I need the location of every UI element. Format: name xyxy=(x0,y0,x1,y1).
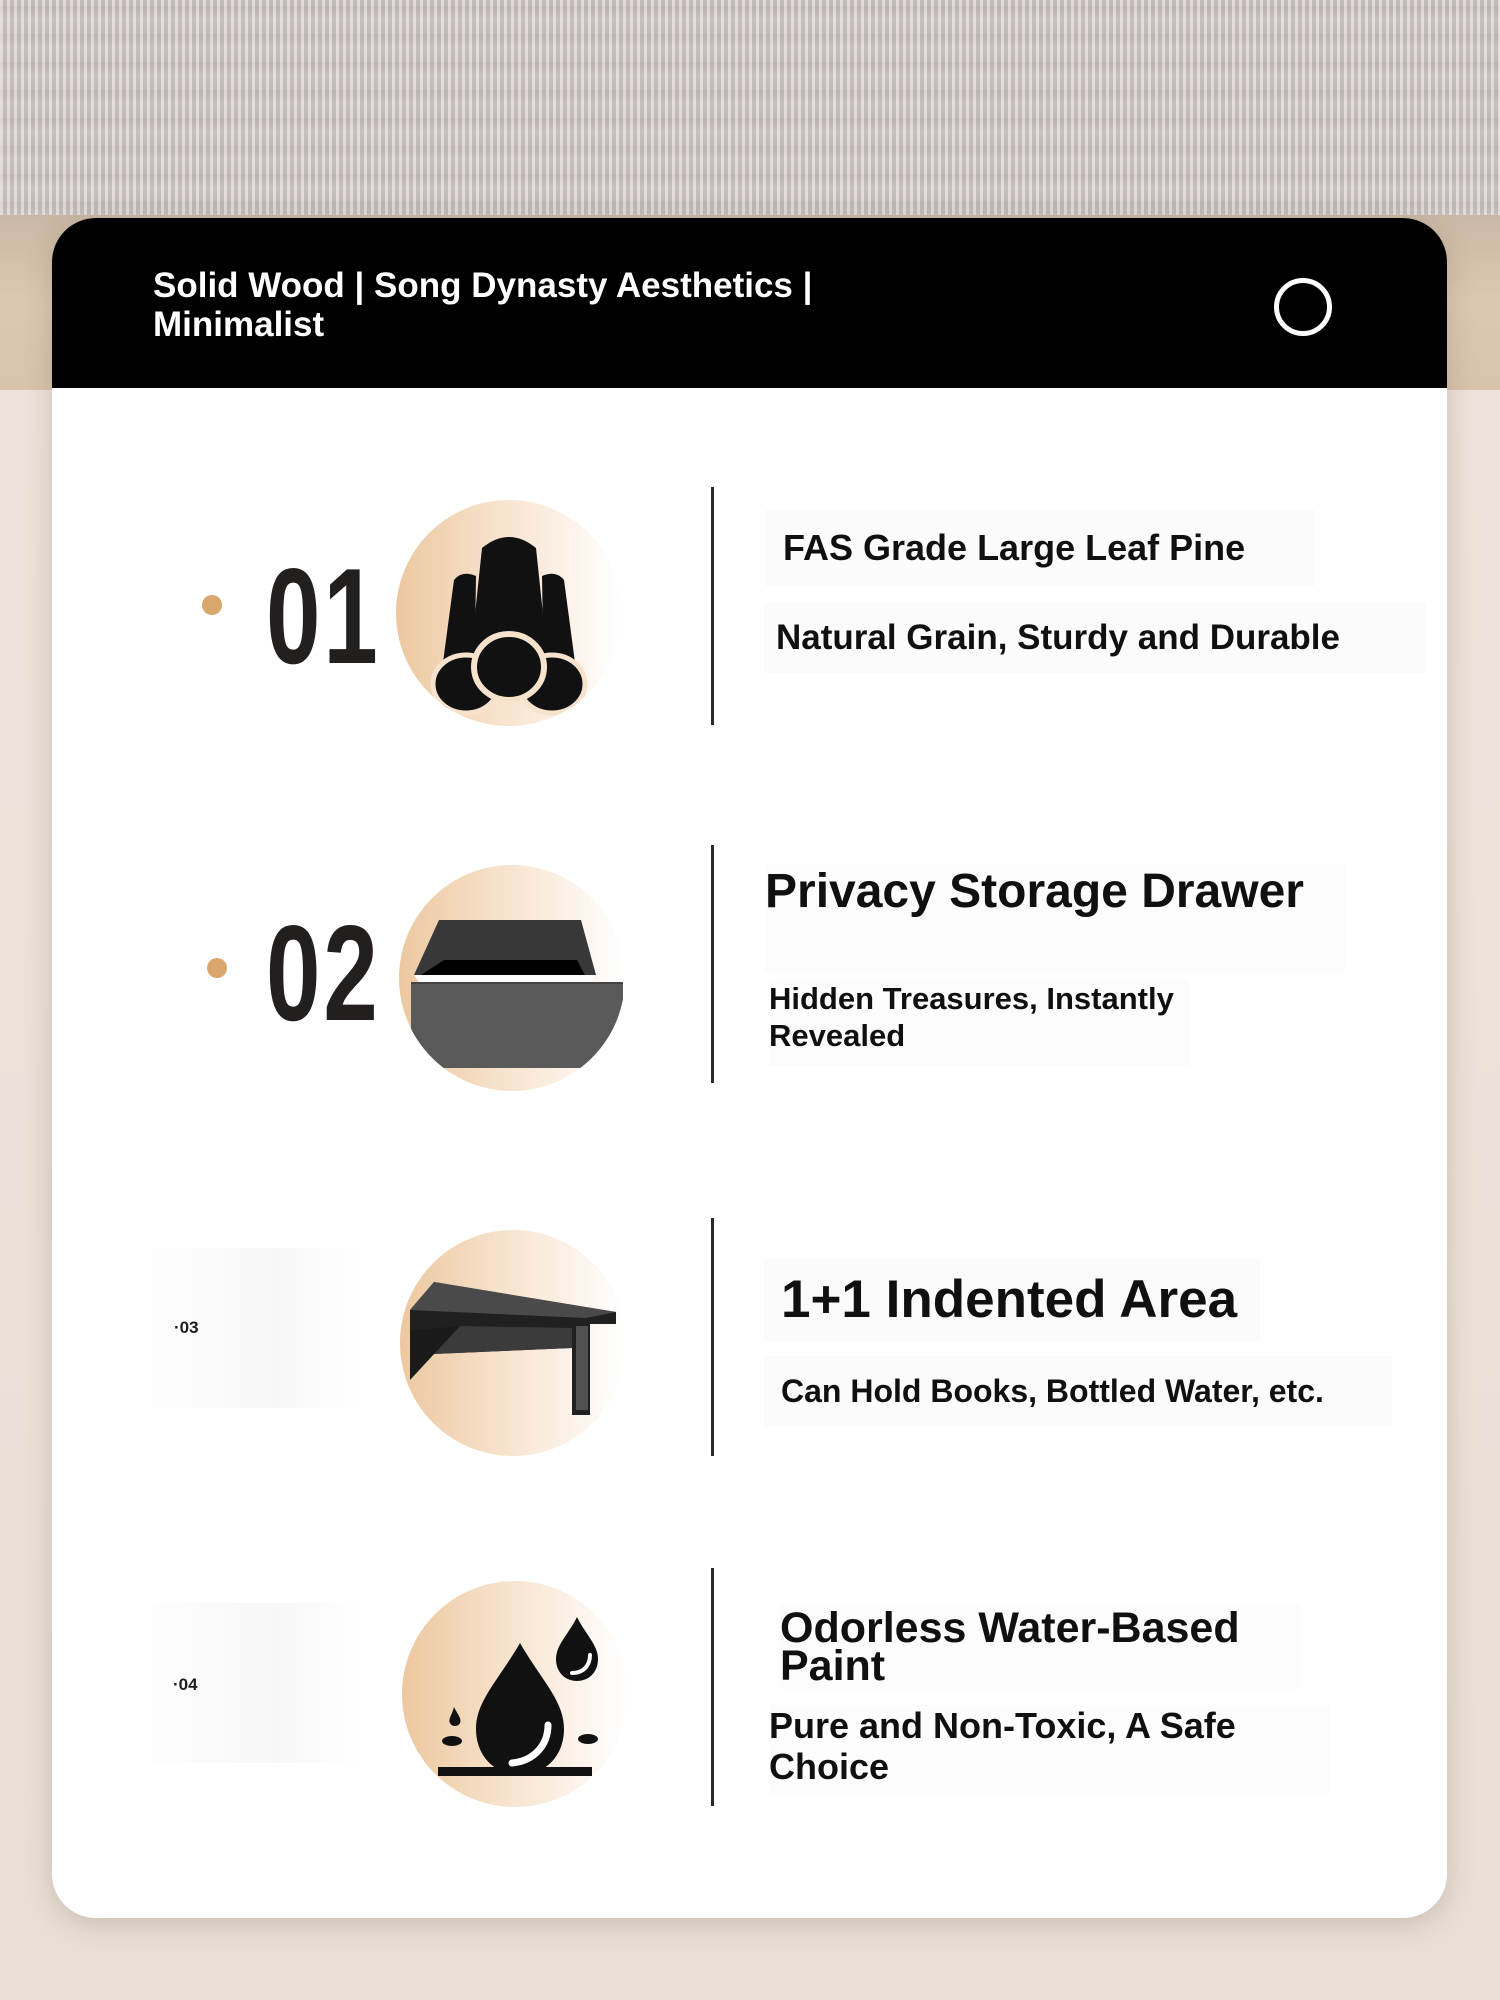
accent-dot-icon xyxy=(202,595,222,615)
circle-icon[interactable] xyxy=(1274,278,1332,336)
drawer-icon xyxy=(399,865,625,1091)
feature-icon-circle xyxy=(399,865,625,1091)
water-drop-icon xyxy=(402,1581,628,1807)
feature-number-block xyxy=(148,843,381,1083)
accent-dot-icon xyxy=(207,958,227,978)
shelf-icon xyxy=(400,1230,626,1456)
fabric-background xyxy=(0,0,1500,230)
feature-number: 01 xyxy=(266,540,381,692)
feature-subtitle: Can Hold Books, Bottled Water, etc. xyxy=(764,1356,1392,1426)
feature-number: ·03 xyxy=(174,1318,199,1337)
header-title: Solid Wood | Song Dynasty Aesthetics | Minimalist xyxy=(153,266,813,344)
feature-number: ·04 xyxy=(173,1675,198,1694)
vertical-divider xyxy=(711,487,714,725)
vertical-divider xyxy=(711,845,714,1083)
feature-row-2 xyxy=(52,843,1447,1103)
feature-subtitle: Natural Grain, Sturdy and Durable xyxy=(764,603,1426,673)
vertical-divider xyxy=(711,1568,714,1806)
feature-subtitle: Pure and Non-Toxic, A Safe Choice xyxy=(769,1705,1329,1795)
feature-row-4 xyxy=(52,1563,1447,1823)
logs-icon xyxy=(396,500,622,726)
feature-title: 1+1 Indented Area xyxy=(764,1258,1260,1342)
feature-title: FAS Grade Large Leaf Pine xyxy=(765,510,1315,586)
feature-icon-circle xyxy=(400,1230,626,1456)
feature-icon-circle xyxy=(396,500,622,726)
feature-title: Odorless Water-Based Paint xyxy=(780,1605,1300,1689)
card-header xyxy=(52,218,1447,388)
feature-card xyxy=(52,218,1447,1918)
feature-number-block xyxy=(148,478,381,718)
feature-title: Privacy Storage Drawer xyxy=(765,864,1345,972)
feature-row-3 xyxy=(52,1208,1447,1468)
feature-row-1 xyxy=(52,478,1447,738)
vertical-divider xyxy=(711,1218,714,1456)
feature-number: 02 xyxy=(266,897,381,1049)
feature-subtitle: Hidden Treasures, Instantly Revealed xyxy=(769,980,1189,1066)
feature-icon-circle xyxy=(402,1581,628,1807)
